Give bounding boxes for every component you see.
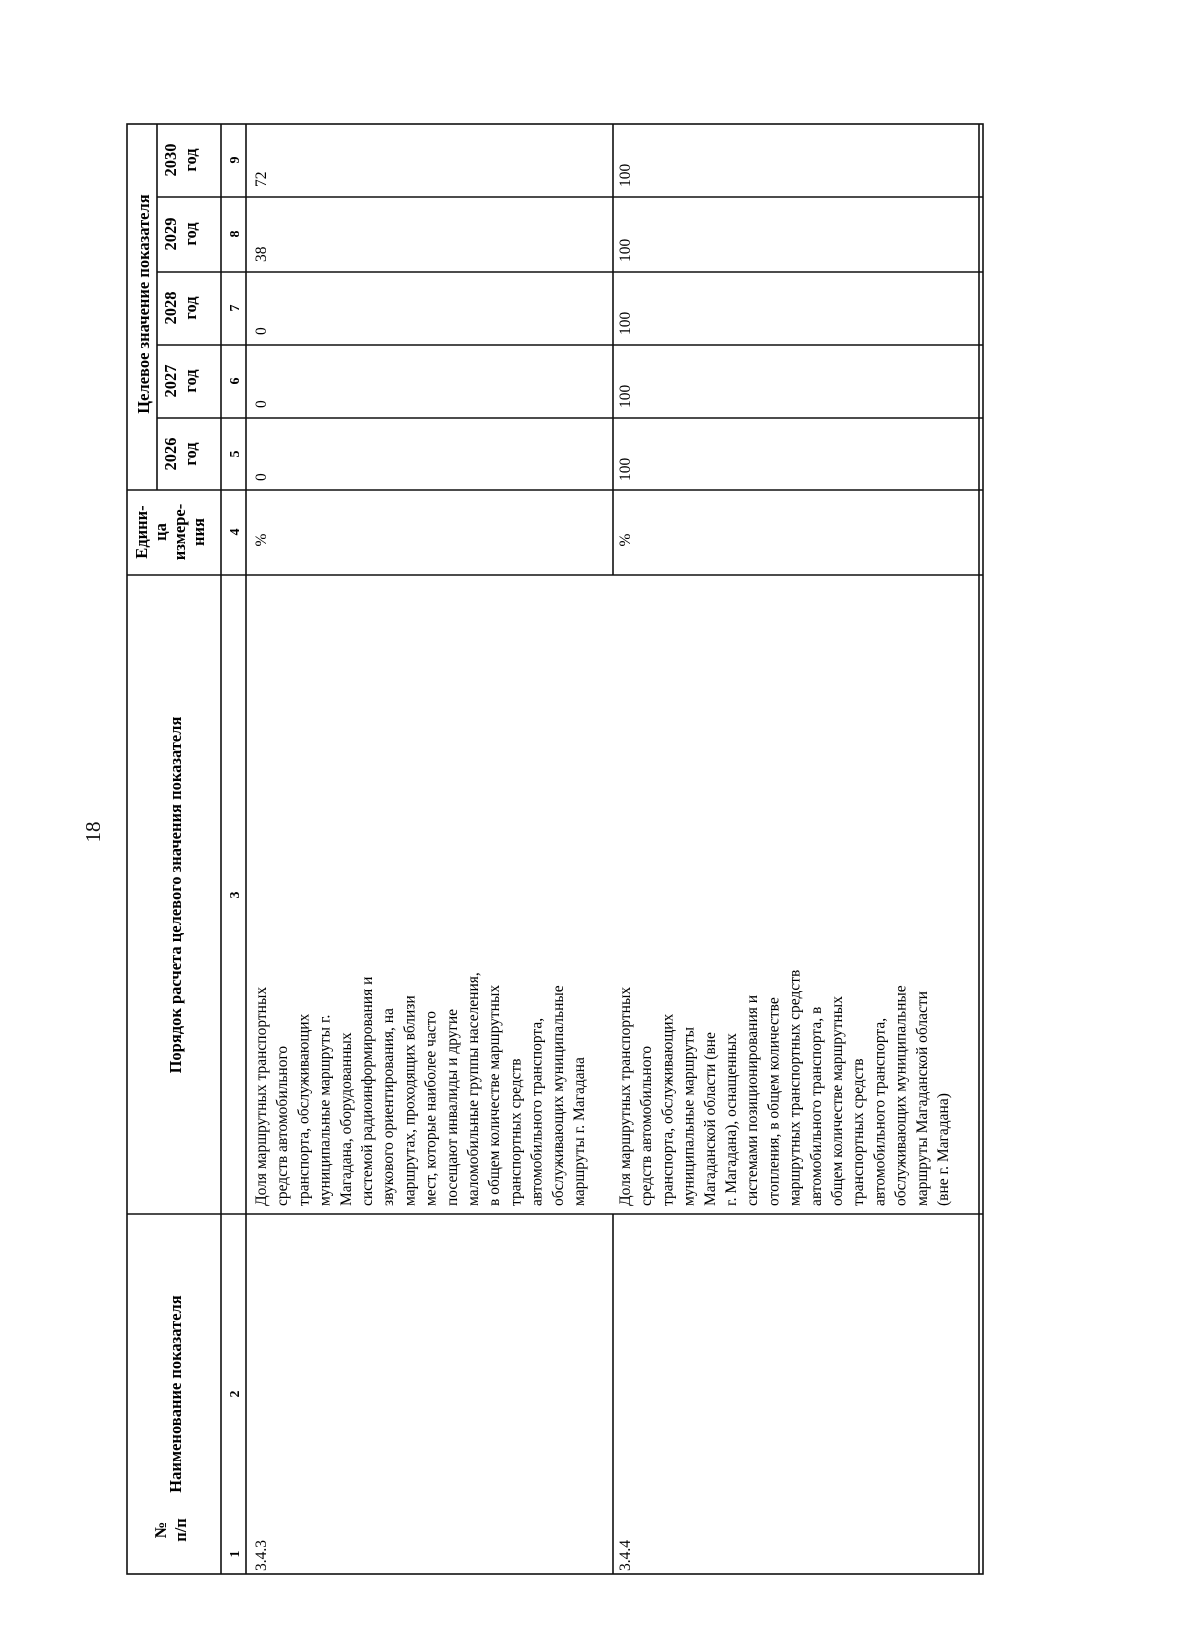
- column-number: 7: [228, 304, 243, 312]
- header-num-symbol: №: [151, 1521, 170, 1539]
- header-unit-line: ния: [189, 518, 208, 546]
- unit-value: %: [253, 533, 270, 547]
- header-year-2028: 2028: [161, 291, 180, 325]
- indicator-name-line: транспорта, обслуживающих: [659, 1013, 677, 1206]
- header-year-2027: 2027: [161, 364, 180, 398]
- indicator-name-line: транспортных средств: [507, 1058, 525, 1206]
- indicator-name-line: обслуживающих муниципальные: [892, 985, 910, 1206]
- indicator-name-line: Доля маршрутных транспортных: [253, 986, 270, 1206]
- header-calc: Порядок расчета целевого значения показателя: [166, 716, 185, 1074]
- header-num-label: п/п: [171, 1518, 190, 1542]
- column-number: 4: [228, 528, 243, 536]
- target-value-2029: 100: [617, 238, 634, 262]
- table-outer-frame: [127, 124, 983, 1574]
- target-value-2027: 100: [617, 384, 634, 408]
- column-number: 8: [228, 230, 243, 238]
- unit-value: %: [617, 533, 634, 547]
- target-value-2026: 100: [617, 457, 634, 481]
- column-number: 6: [228, 377, 243, 385]
- indicator-name-line: отопления, в общем количестве: [765, 997, 783, 1206]
- indicator-name-line: Доля маршрутных транспортных: [617, 986, 634, 1206]
- target-value-2029: 38: [253, 246, 270, 262]
- target-value-2027: 0: [253, 400, 270, 408]
- header-year-suffix: год: [181, 369, 200, 393]
- column-number: 2: [228, 1390, 243, 1398]
- indicator-name-line: маломобильные группы населения,: [465, 972, 482, 1206]
- target-value-2028: 100: [617, 311, 634, 335]
- header-year-suffix: год: [181, 222, 200, 246]
- header-year-suffix: год: [181, 148, 200, 172]
- column-number: 1: [228, 1550, 243, 1558]
- header-unit-line: Едини-: [132, 505, 151, 559]
- indicator-name-line: Магаданской области (вне: [701, 1032, 719, 1206]
- indicator-name-line: муниципальные маршруты: [680, 1026, 698, 1206]
- indicator-name-line: маршруты г. Магадана: [571, 1057, 588, 1206]
- indicator-name-line: мест, которые наиболее часто: [422, 1011, 440, 1206]
- target-value-2028: 0: [253, 327, 270, 335]
- indicator-name-line: г. Магадана), оснащенных: [723, 1033, 740, 1206]
- indicator-name-line: средств автомобильного: [274, 1045, 292, 1206]
- indicator-name-line: посещают инвалиды и другие: [443, 1008, 461, 1206]
- indicator-name-line: автомобильного транспорта, в: [807, 1006, 825, 1206]
- table-grid: [127, 124, 983, 1574]
- row-number: 3.4.4: [617, 1540, 634, 1571]
- indicator-name-line: транспорта, обслуживающих: [295, 1013, 313, 1206]
- indicator-name-line: Магадана, оборудованных: [337, 1032, 355, 1206]
- column-number: 9: [228, 156, 243, 164]
- header-year-suffix: год: [181, 296, 200, 320]
- indicator-name-line: маршрутах, проходящих вблизи: [401, 995, 419, 1206]
- target-value-2030: 100: [617, 163, 634, 187]
- indicator-name-line: звукового ориентирования, на: [380, 1008, 398, 1206]
- header-year-2026: 2026: [161, 437, 180, 471]
- indicator-name-line: муниципальные маршруты г.: [316, 1014, 334, 1206]
- header-unit-line: ца: [151, 523, 170, 541]
- header-year-2029: 2029: [161, 217, 180, 251]
- indicator-name-line: обслуживающих муниципальные: [549, 985, 567, 1206]
- header-unit-line: измере-: [170, 503, 189, 561]
- indicator-name-line: автомобильного транспорта,: [871, 1017, 889, 1206]
- header-target-group: Целевое значение показателя: [134, 194, 153, 414]
- indicator-name-line: (вне г. Магадана): [935, 1093, 952, 1206]
- target-value-2030: 72: [253, 171, 270, 187]
- indicator-name-line: маршрутных транспортных средств: [786, 969, 804, 1206]
- indicator-name-line: маршруты Магаданской области: [913, 991, 931, 1206]
- header-year-suffix: год: [181, 442, 200, 466]
- row-number: 3.4.3: [253, 1540, 270, 1571]
- column-number: 5: [228, 450, 243, 458]
- indicator-name-line: системой радиоинформирования и: [359, 976, 376, 1206]
- indicator-name-line: в общем количестве маршрутных: [486, 984, 504, 1206]
- column-number: 3: [228, 891, 243, 899]
- indicator-name-line: транспортных средств: [850, 1058, 868, 1206]
- page-number: 18: [81, 821, 105, 843]
- indicator-name-line: средств автомобильного: [638, 1045, 656, 1206]
- indicator-name-line: общем количестве маршрутных: [829, 996, 846, 1206]
- indicator-name-line: системами позиционирования и: [744, 994, 762, 1206]
- header-name: Наименование показателя: [166, 1295, 185, 1493]
- target-value-2026: 0: [253, 473, 270, 481]
- header-year-2030: 2030: [161, 143, 180, 177]
- indicator-name-line: автомобильного транспорта,: [528, 1017, 546, 1206]
